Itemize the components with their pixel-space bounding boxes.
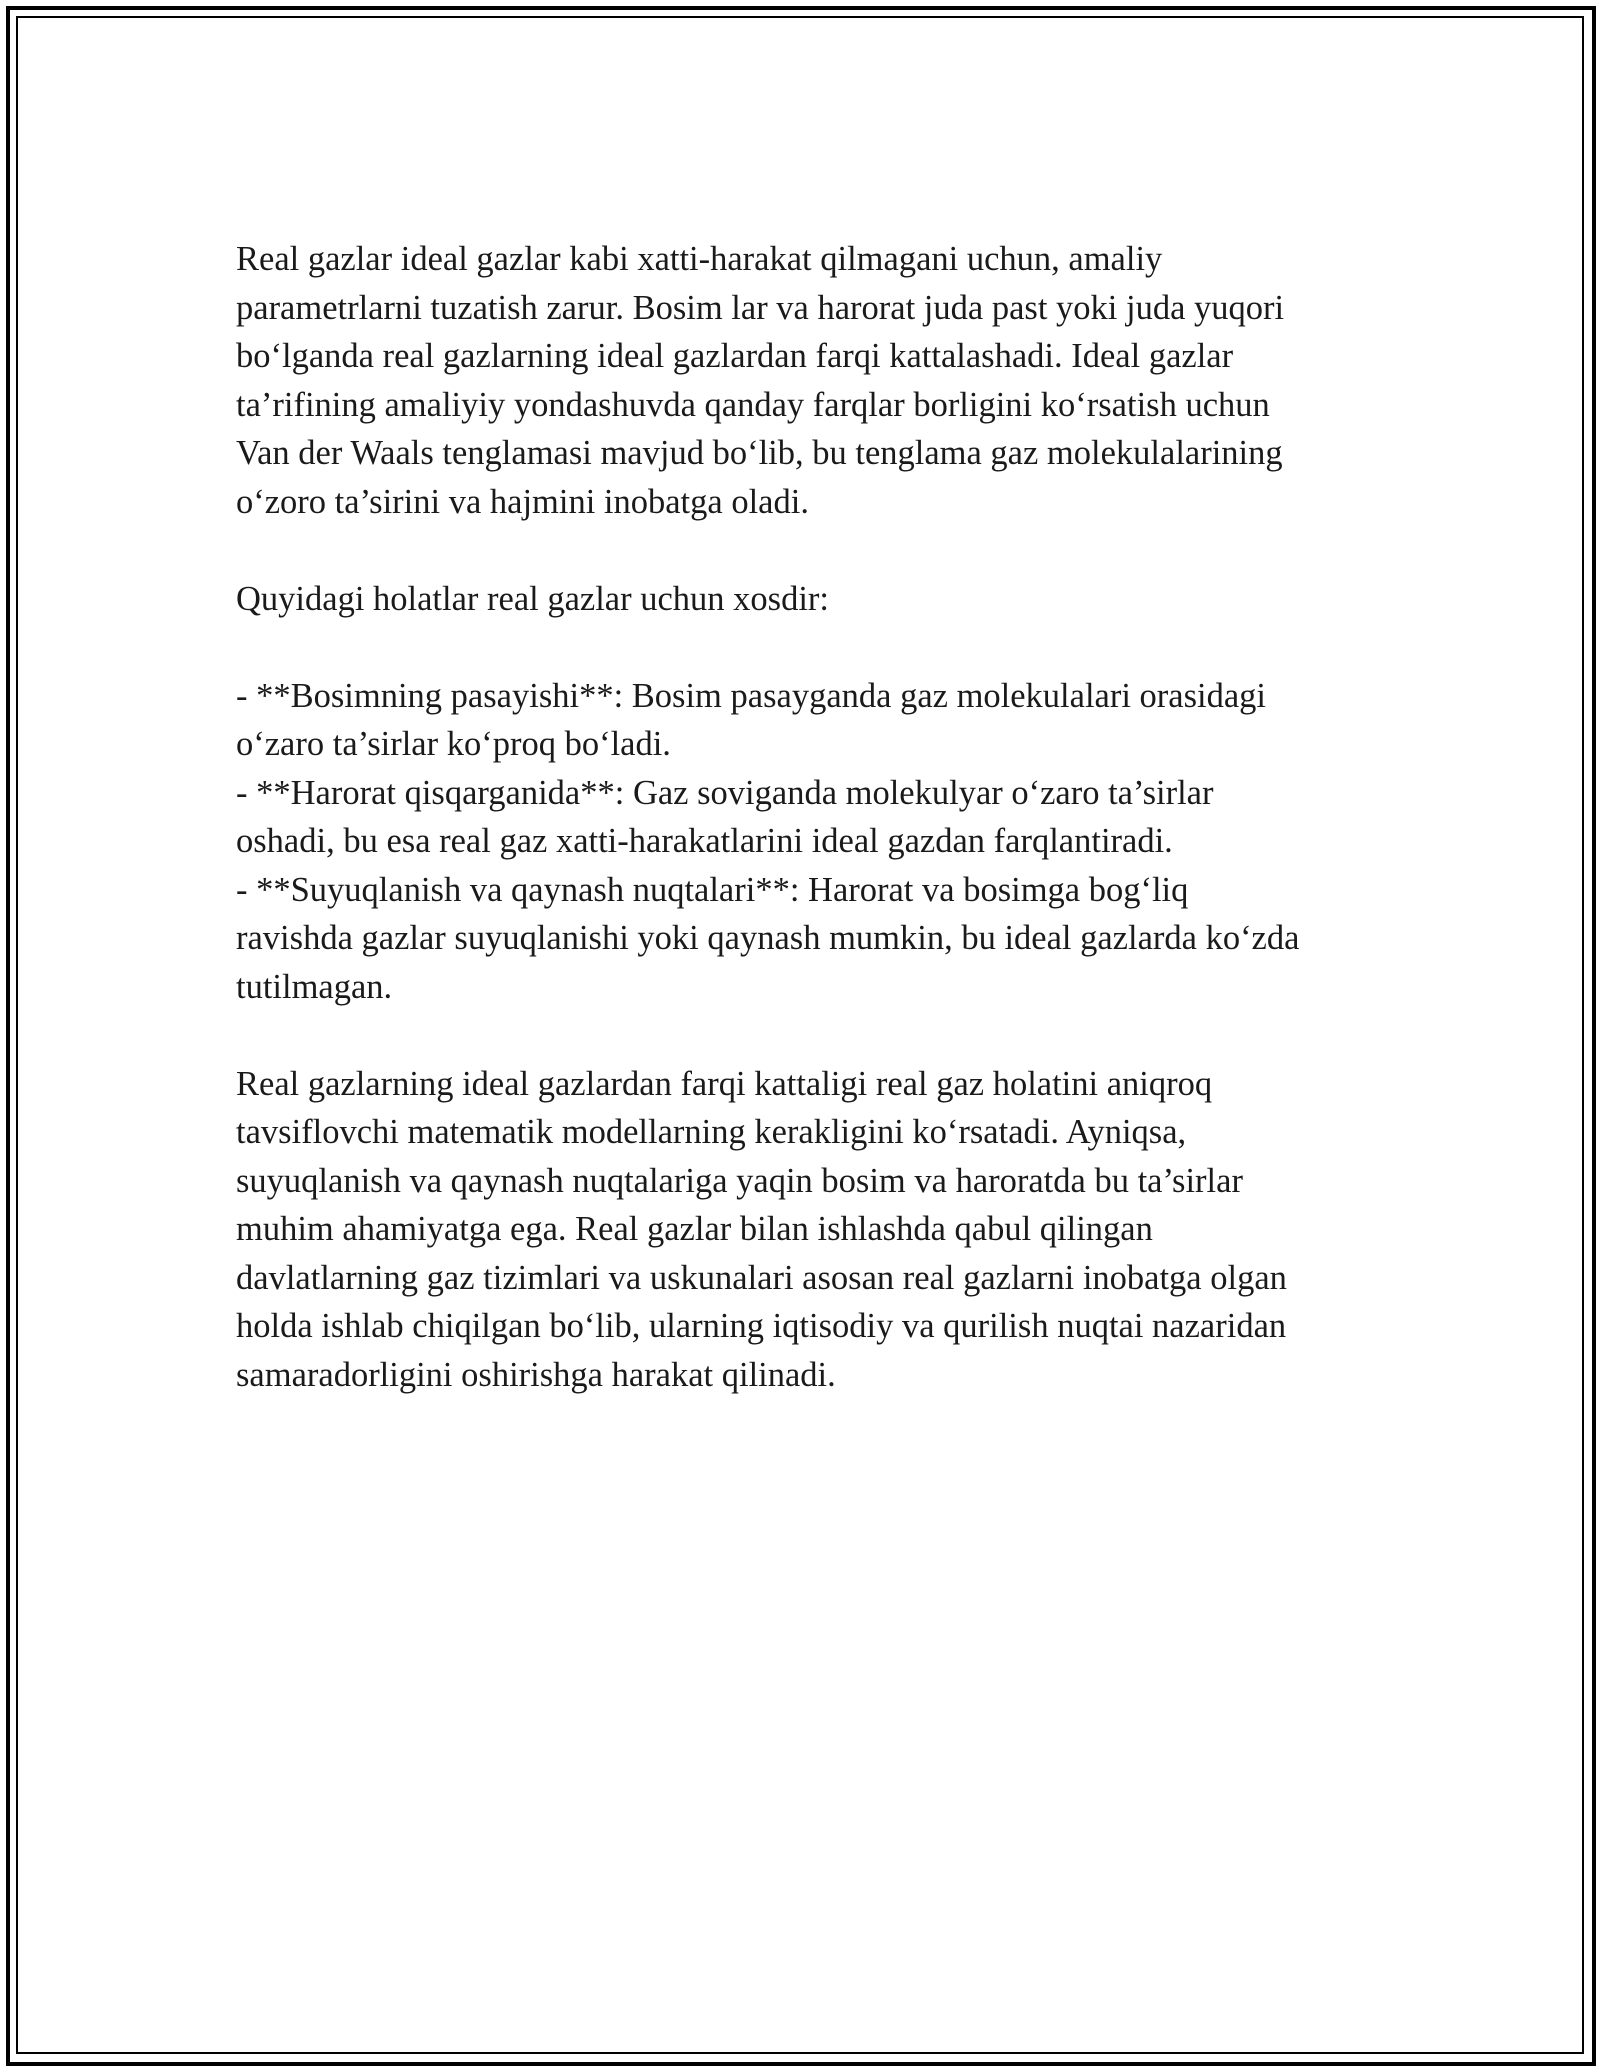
list-item-line: ravishda gazlar suyuqlanishi yoki qaynash mumkin, bu ideal gazlarda ko‘zda (236, 919, 1300, 957)
list-item-line: tutilmagan. (236, 967, 393, 1006)
text-line: tavsiflovchi matematik modellarning kerakligini ko‘rsatadi. Ayniqsa, (236, 1113, 1187, 1151)
list-item-line: oshadi, bu esa real gaz xatti-harakatlarini ideal gazdan farqlantiradi. (236, 822, 1173, 860)
document-body (236, 235, 1376, 1399)
text-line: samaradorligini oshirishga harakat qilinadi. (236, 1355, 836, 1394)
text-line: Quyidagi holatlar real gazlar uchun xosdir: (236, 579, 830, 618)
text-line: ta’rifining amaliyiy yondashuvda qanday farqlar borligini ko‘rsatish uchun (236, 385, 1270, 424)
text-line: o‘zoro ta’sirini va hajmini inobatga oladi. (236, 482, 809, 521)
paragraph-gap (236, 1011, 1376, 1060)
text-line: Van der Waals tenglamasi mavjud bo‘lib, bu tenglama gaz molekulalarining (236, 434, 1283, 472)
bullet-list (236, 672, 1376, 1012)
paragraph-3 (236, 1060, 1376, 1400)
list-item-line: - **Suyuqlanish va qaynash nuqtalari**: Harorat va bosimga bog‘liq (236, 870, 1189, 909)
list-item-line: - **Bosimning pasayishi**: Bosim pasayganda gaz molekulalari orasidagi (236, 676, 1267, 715)
text-line: Real gazlar ideal gazlar kabi xatti-harakat qilmagani uchun, amaliy (236, 240, 1163, 278)
list-item-line: - **Harorat qisqarganida**: Gaz soviganda molekulyar o‘zaro ta’sirlar (236, 773, 1214, 812)
text-line: parametrlarni tuzatish zarur. Bosim lar va harorat juda past yoki juda yuqori (236, 288, 1285, 327)
text-line: muhim ahamiyatga ega. Real gazlar bilan ishlashda qabul qilingan (236, 1210, 1153, 1248)
paragraph-1 (236, 235, 1376, 526)
text-line: holda ishlab chiqilgan bo‘lib, ularning iqtisodiy va qurilish nuqtai nazaridan (236, 1307, 1287, 1345)
text-line: Real gazlarning ideal gazlardan farqi kattaligi real gaz holatini aniqroq (236, 1064, 1213, 1103)
text-line: suyuqlanish va qaynash nuqtalariga yaqin bosim va haroratda bu ta’sirlar (236, 1161, 1243, 1200)
paragraph-2 (236, 575, 1376, 624)
text-line: davlatlarning gaz tizimlari va uskunalari asosan real gazlarni inobatga olgan (236, 1258, 1287, 1297)
text-line: bo‘lganda real gazlarning ideal gazlardan farqi kattalashadi. Ideal gazlar (236, 337, 1234, 375)
list-item-line: o‘zaro ta’sirlar ko‘proq bo‘ladi. (236, 725, 671, 763)
paragraph-gap (236, 526, 1376, 575)
paragraph-gap (236, 623, 1376, 672)
